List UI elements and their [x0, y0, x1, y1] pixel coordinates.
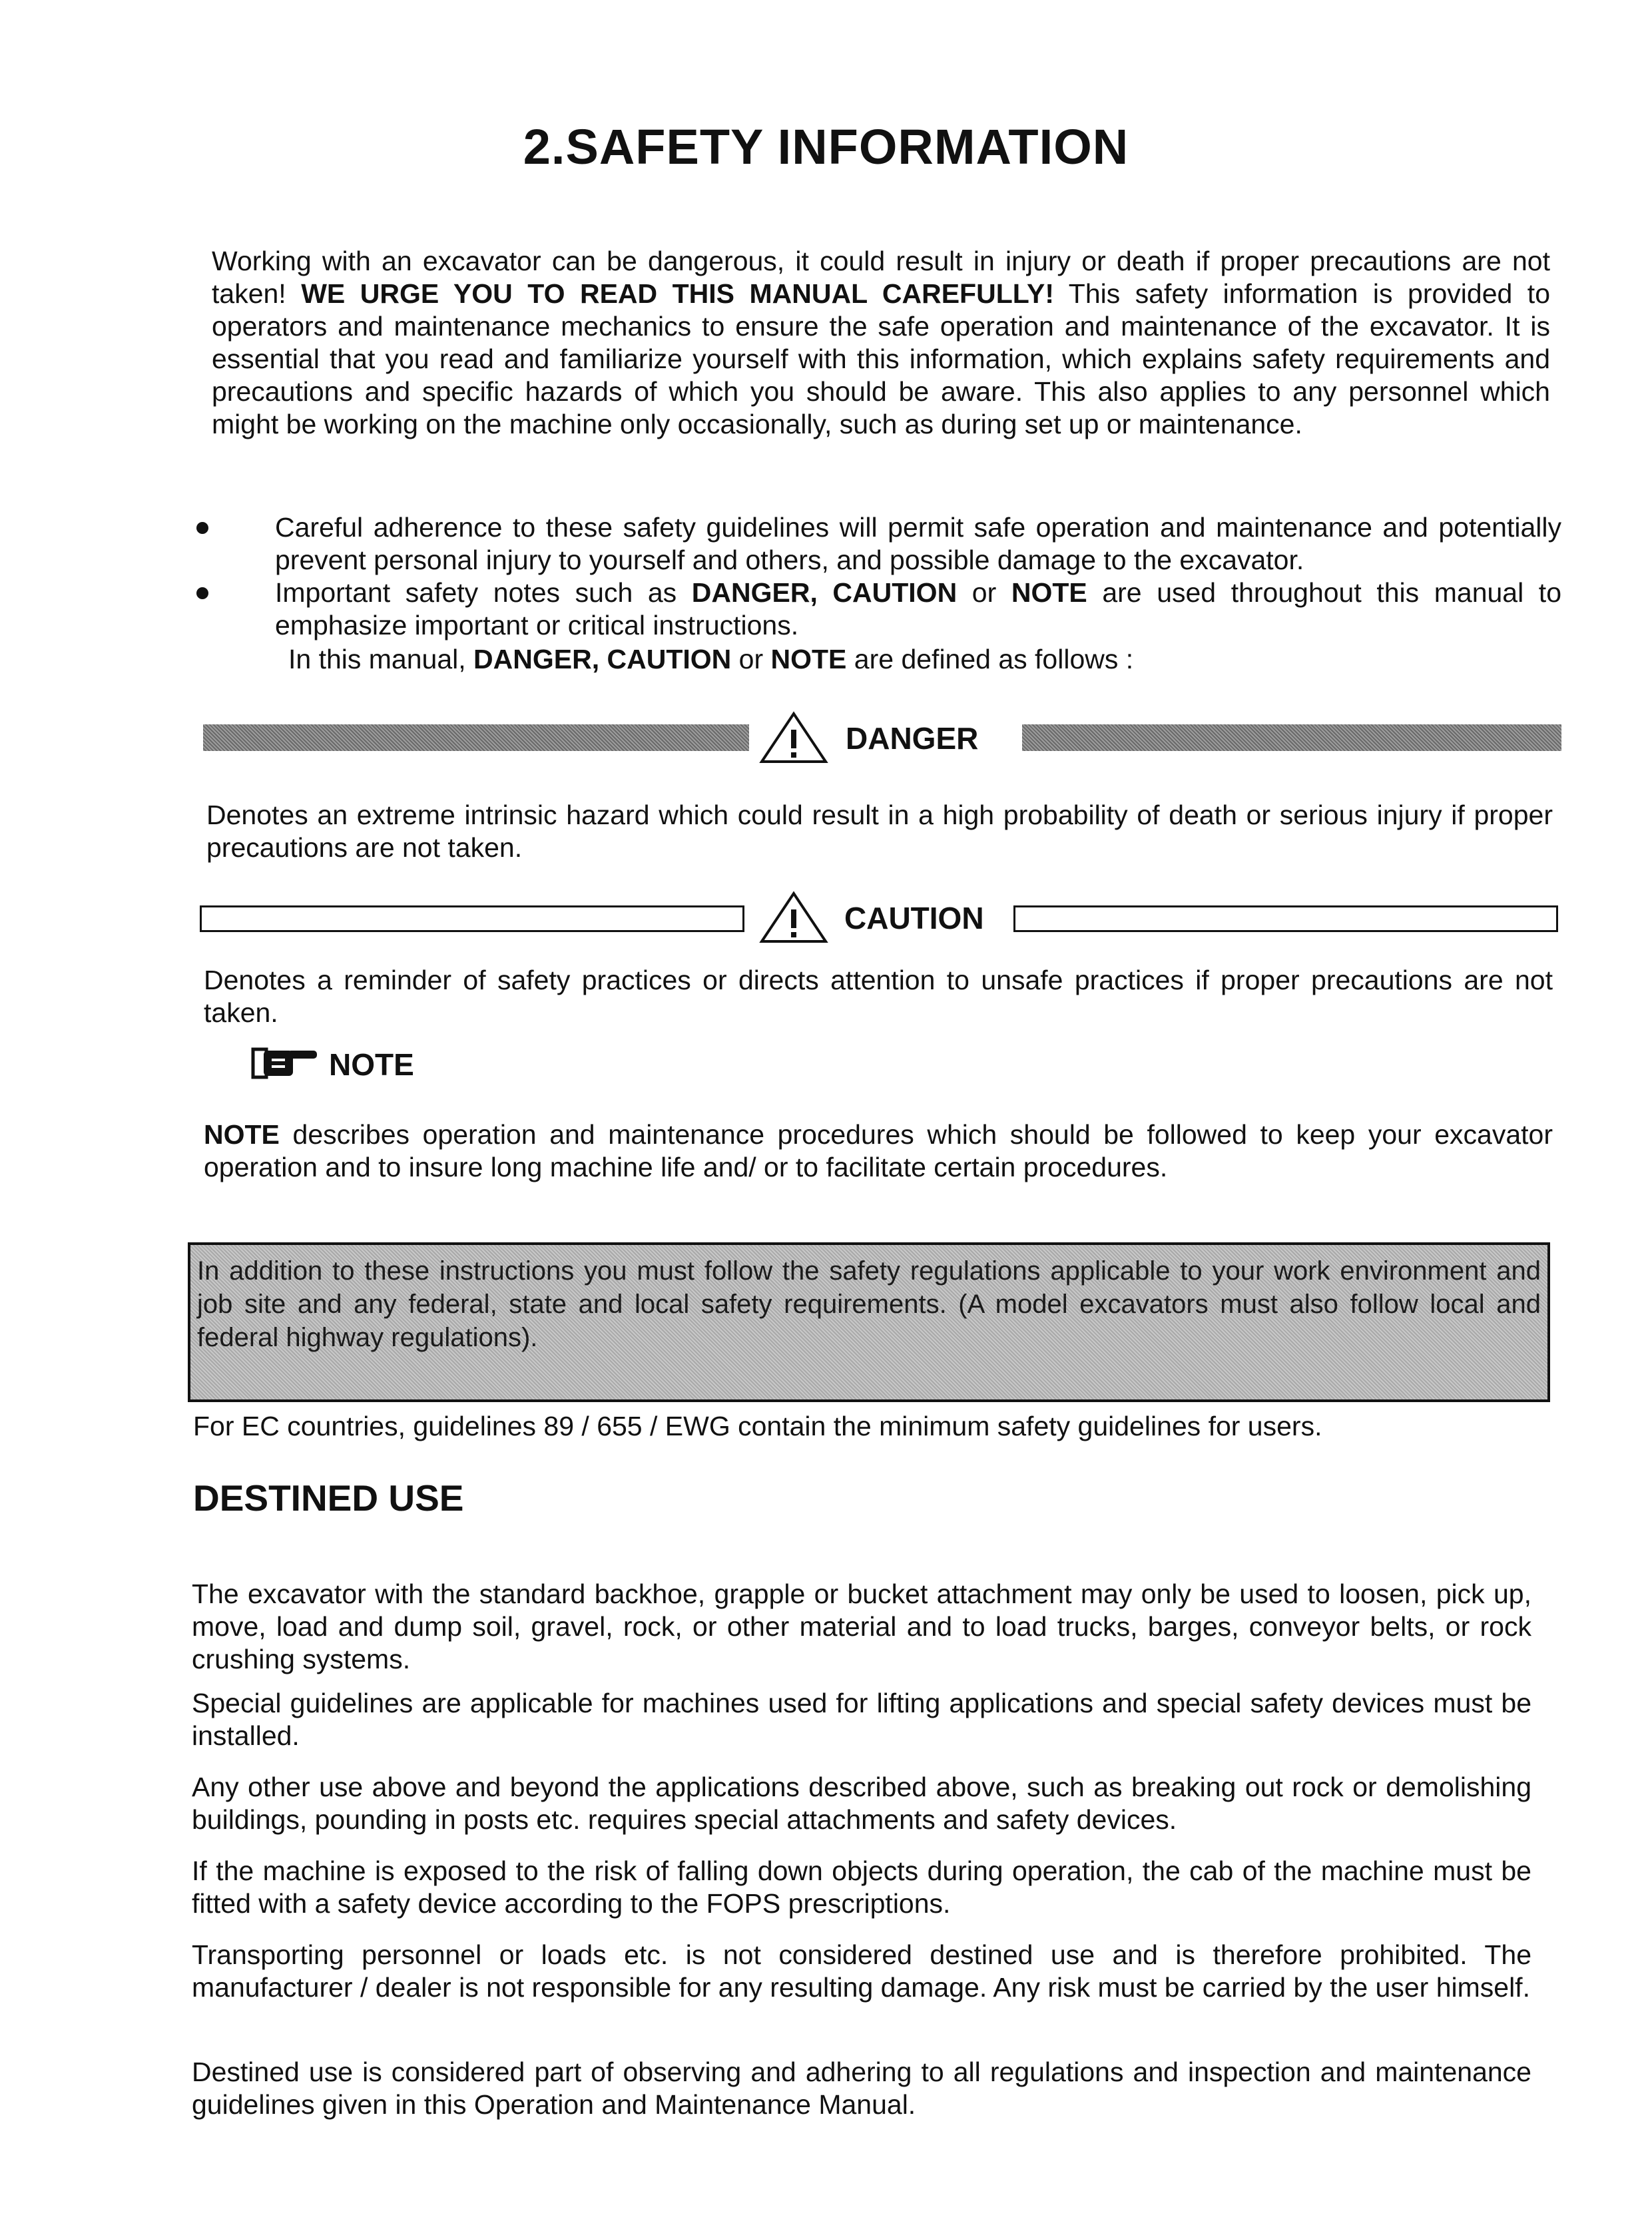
intro-emphasis: WE URGE YOU TO READ THIS MANUAL CAREFULLY! — [301, 278, 1055, 309]
section-heading: DESTINED USE — [193, 1477, 464, 1519]
bullet-text: Careful adherence to these safety guidelines will permit safe operation and maintenance and potentially prevent personal injury to yourself and others, and possible damage to the excavator. — [275, 512, 1561, 575]
definition-text: are defined as follows : — [846, 644, 1134, 674]
regulations-text: In addition to these instructions you must follow the safety regulations applicable to your work environment and job site and any federal, state and local safety requirements. (A model excavators must also follow local and federal highway regulations). — [197, 1256, 1541, 1352]
note-keyword: NOTE — [204, 1119, 280, 1150]
destined-use-paragraph: Special guidelines are applicable for machines used for lifting applications and special safety devices must be installed. — [192, 1688, 1531, 1751]
intro-text-1: Working with an excavator can be dangerous, it could result in injury or death if proper precautions are not taken! — [212, 246, 1550, 309]
pointing-hand-icon — [249, 1044, 321, 1081]
destined-use-paragraph: Transporting personnel or loads etc. is not considered destined use and is therefore prohibited. The manufacturer / dealer is not responsible for any resulting damage. Any risk must be carried by the user himself. — [192, 1939, 1531, 2003]
bullet-text-part: or — [957, 577, 1011, 608]
bullet-text — [275, 577, 1561, 642]
definition-keyword: NOTE — [770, 644, 847, 674]
bullet-keyword: NOTE — [1011, 577, 1087, 608]
bullet-text-part: are used throughout this manual to emphasize important or critical instructions. — [275, 577, 1561, 640]
bullet-icon — [196, 587, 208, 599]
bullet-item — [196, 577, 1561, 642]
note-text: describes operation and maintenance procedures which should be followed to keep your excavator operation and to insure long machine life and/ or to facilitate certain procedures. — [204, 1119, 1553, 1182]
bullet-list — [196, 511, 1561, 642]
destined-use-paragraph: Destined use is considered part of observing and adhering to all regulations and inspection and maintenance guidelines given in this Operation and Maintenance Manual. — [192, 2057, 1531, 2120]
caution-label: CAUTION — [844, 901, 984, 935]
danger-bar-left — [203, 724, 749, 751]
bullet-keyword: DANGER, CAUTION — [691, 577, 958, 608]
warning-triangle-icon — [759, 711, 828, 764]
intro-paragraph — [212, 245, 1550, 441]
note-description — [204, 1118, 1553, 1184]
definition-text: In this manual, — [288, 644, 474, 674]
bullet-text-part: Important safety notes such as — [275, 577, 692, 608]
intro-text-2: This safety information is provided to operators and maintenance mechanics to ensure the safe operation and maintenance of the excavator. It is essential that you read and familiarize yourself with this information, which explains safety requirements and precautions and specific hazards of which you should be aware. This also applies to any personnel which might be working on the machine only occasionally, such as during set up or maintenance. — [212, 278, 1550, 439]
destined-use-paragraph: Any other use above and beyond the applications described above, such as breaking out rock or demolishing buildings, pounding in posts etc. requires special attachments and safety devices. — [192, 1772, 1531, 1835]
warning-triangle-icon — [759, 891, 828, 944]
danger-bar-right — [1022, 724, 1561, 751]
note-label: NOTE — [329, 1047, 414, 1082]
bullet-item — [196, 511, 1561, 577]
destined-use-paragraph: The excavator with the standard backhoe, grapple or bucket attachment may only be used to loosen, pick up, move, load and dump soil, gravel, rock, or other material and to load trucks, barges, conveyor belts, or rock crushing systems. — [192, 1579, 1531, 1674]
definition-text: or — [731, 644, 771, 674]
caution-bar-left — [200, 905, 744, 932]
definition-keyword: DANGER, CAUTION — [473, 644, 732, 674]
definition-line — [288, 643, 1487, 676]
destined-use-paragraph: If the machine is exposed to the risk of falling down objects during operation, the cab of the machine must be fitted with a safety device according to the FOPS prescriptions. — [192, 1856, 1531, 1919]
danger-label: DANGER — [846, 721, 979, 756]
page-title: 2.SAFETY INFORMATION — [523, 119, 1129, 174]
bullet-icon — [196, 522, 208, 534]
caution-description: Denotes a reminder of safety practices or directs attention to unsafe practices if proper precautions are not taken. — [204, 965, 1553, 1028]
caution-bar-right — [1013, 905, 1558, 932]
ec-guidelines-line: For EC countries, guidelines 89 / 655 / EWG contain the minimum safety guidelines for users. — [193, 1411, 1322, 1441]
regulations-box — [188, 1242, 1550, 1402]
danger-description: Denotes an extreme intrinsic hazard which could result in a high probability of death or serious injury if proper precautions are not taken. — [206, 800, 1553, 863]
